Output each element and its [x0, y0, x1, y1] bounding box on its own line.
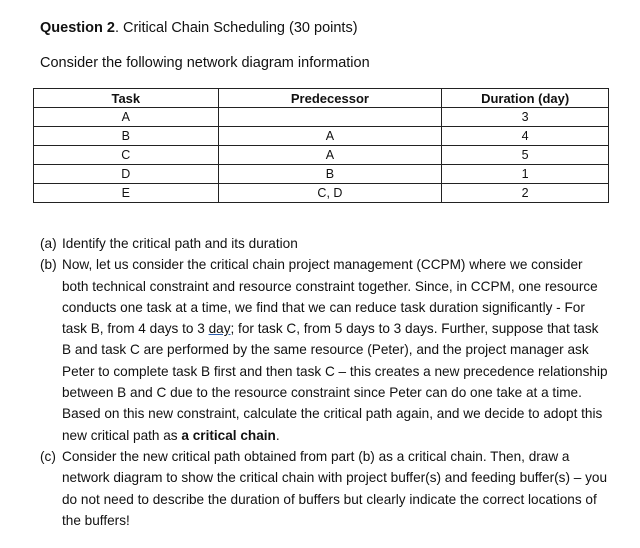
question-parts	[40, 233, 610, 531]
question-title	[40, 20, 358, 36]
cell-duration: 3	[442, 108, 609, 127]
part-b-text-1: Now, let us consider the critical chain project management (CCPM) where we consider both technical constraint and resource constraint together. Since, in CCPM, one resource conducts one task at a time, we find that we can reduce task duration significantly - For task B, from 4 days to 3	[62, 257, 598, 337]
cell-predecessor: A	[218, 146, 442, 165]
header-duration: Duration (day)	[442, 89, 609, 108]
part-a-label: (a)	[40, 236, 57, 251]
cell-predecessor	[218, 108, 442, 127]
network-info-table	[33, 88, 609, 203]
part-c-label: (c)	[40, 448, 56, 464]
cell-predecessor: A	[218, 127, 442, 146]
part-a	[40, 233, 610, 254]
table-header-row	[34, 89, 609, 108]
part-b-label: (b)	[40, 257, 57, 273]
header-task: Task	[34, 89, 219, 108]
question-label: Question 2	[40, 20, 115, 36]
cell-task: A	[34, 108, 219, 127]
cell-task: B	[34, 127, 219, 146]
cell-duration: 4	[442, 127, 609, 146]
part-b	[40, 254, 610, 446]
part-b-text-3: .	[275, 427, 280, 443]
table-row	[34, 108, 609, 127]
cell-task: D	[34, 165, 219, 184]
table-row	[34, 127, 609, 146]
part-b-day-word: day	[208, 321, 231, 337]
part-a-text: Identify the critical path and its duration	[62, 236, 298, 251]
cell-duration: 2	[442, 184, 609, 203]
cell-predecessor: B	[218, 165, 442, 184]
table-row	[34, 146, 609, 165]
header-predecessor: Predecessor	[218, 89, 442, 108]
part-b-bold-term: a critical chain	[181, 427, 276, 443]
intro-text: Consider the following network diagram information	[40, 55, 370, 71]
cell-task: C	[34, 146, 219, 165]
table-row	[34, 184, 609, 203]
question-title-text: . Critical Chain Scheduling (30 points)	[114, 20, 358, 36]
cell-task: E	[34, 184, 219, 203]
part-c	[40, 446, 610, 531]
cell-duration: 5	[442, 146, 609, 165]
part-b-text-2: ; for task C, from 5 days to 3 days. Further, suppose that task B and task C are performed by the same resource (Peter), and the project manager ask Peter to complete task B first and then task C – this creates a new precedence relationship between B and C due to the resource constraint since Peter can do one take at a time. Based on this new constraint, calculate the critical path again, and we decide to adopt this new critical path as	[62, 321, 608, 443]
cell-duration: 1	[442, 165, 609, 184]
part-b-text	[62, 254, 610, 446]
cell-predecessor: C, D	[218, 184, 442, 203]
table-row	[34, 165, 609, 184]
part-c-text: Consider the new critical path obtained from part (b) as a critical chain. Then, draw a network diagram to show the critical chain with project buffer(s) and feeding buffer(s) – you do not need to describe the duration of buffers but clearly indicate the correct locations of the buffers!	[62, 448, 608, 528]
